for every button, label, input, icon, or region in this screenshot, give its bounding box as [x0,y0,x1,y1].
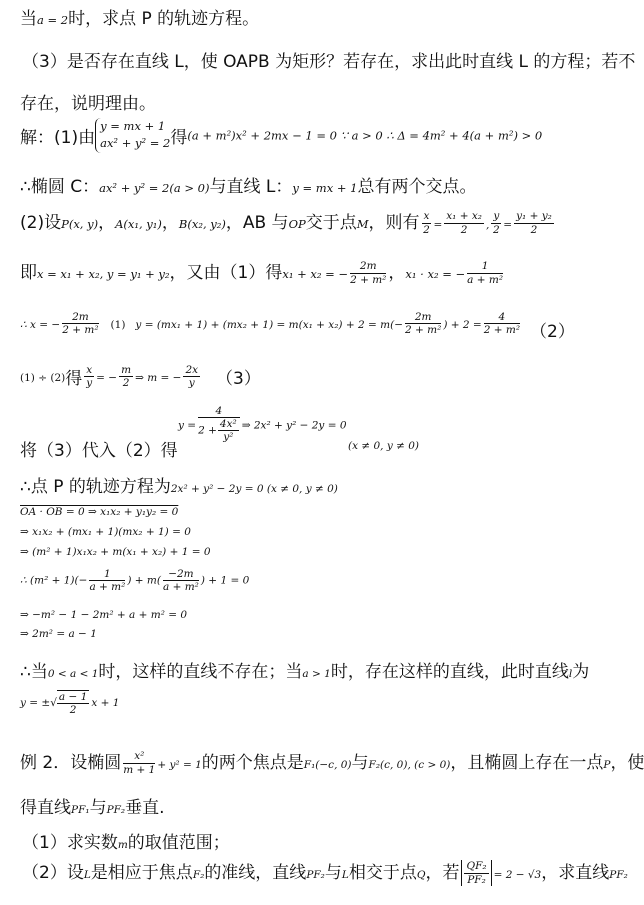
fraction: $\frac{1}{\text{a + m²}}$ [467,260,504,286]
fraction: $\frac{2m}{\text{2 + m²}}$ [405,311,442,337]
step-line-1: ⇒ x₁x₂ + (mx₁ + 1)(mx₂ + 1) = 0 [20,526,191,538]
step-line-4: ⇒ −m² − 1 − 2m² + a + m² = 0 [20,609,188,621]
sqrt-fraction: $\frac{a - 1}{2}$ [58,691,88,717]
x-y-expressions: ∴ x = − $\frac{2m}{\text{2 + m²}}$ (1) y = (mx₁ + 1) + (mx₂ + 1) = m(x₁ + x₂) + 2 = m(− $\frac{2m}{\text{2 + m²}}$ ) + 2 = $\frac{4}{\text{2 + m²}}$ （2） [20,311,575,342]
line-equation-result: y = ±√ $\frac{a - 1}{2}$ x + 1 [20,691,120,717]
fraction: $\frac{1}{\text{a + m²}}$ [89,568,126,594]
abs-fraction: $\frac{\text{QF₂}}{\text{PF₂}}$ [461,860,491,885]
fraction: $\frac{2m}{\text{2 + m²}}$ [62,311,99,337]
fraction: $\frac{4}{\text{2 + m²}}$ [483,311,521,337]
example-2-heading: 例 2．设椭圆 $\frac{\text{x²}}{m + 1}$ + y² = 1的两个焦点是F₁(−c, 0)与F₂(c, 0), (c > 0)，且椭圆上存在一点P，使 [20,750,644,776]
fraction: $\frac{\text{y₁ + y₂}}{2}$ [516,210,552,236]
example-2-question-2: （2）设L是相应于焦点F₂的准线，直线PF₂与L相交于点Q，若 $\frac{\text{QF₂}}{\text{PF₂}}$ = 2 − √3，求直线PF₂ [22,860,628,886]
fraction: 4 2 + $\frac{\text{4x²}}{\text{y²}}$ [198,405,240,443]
solution-1-line: 解：(1)由 y = mx + 1 ax² + y² = 2 得(a + m²)x² + 2mx − 1 = 0 ∵ a > 0 ∴ Δ = 4m² + 4(a + m²) > 0 [20,118,542,153]
line-1: 当a = 2时，求点 P 的轨迹方程。 [20,9,260,29]
fraction: $\frac{\text{x²}}{m + 1}$ [123,750,156,776]
question-3-cont: 存在，说明理由。 [20,94,156,114]
equation-number-2: （2） [530,322,575,342]
fraction: $\frac{\text{4x²}}{\text{y²}}$ [219,418,237,444]
equation-system: y = mx + 1 ax² + y² = 2 [95,118,170,153]
substitute-line: 将（3）代入（2）得 (x ≠ 0, y ≠ 0) [20,440,420,461]
ellipse-conclusion: ∴椭圆 C：ax² + y² = 2(a > 0)与直线 L：y = mx + 1总有两个交点。 [20,177,477,197]
fraction: $\frac{m}{2}$ [121,364,132,390]
fraction: $\frac{2m}{\text{2 + m²}}$ [350,260,387,286]
step-line-5: ⇒ 2m² = a − 1 [20,628,97,640]
example-2-cont: 得直线PF₁与PF₂垂直. [20,798,165,818]
equation-number-3: （3） [216,369,261,390]
locus-equation: ∴点 P 的轨迹方程为2x² + y² − 2y = 0 (x ≠ 0, y ≠ 0) [20,477,338,497]
question-3: （3）是否存在直线 L，使 OAPB 为矩形？若存在，求出此时直线 L 的方程；若不 [22,52,636,72]
substitution-equation: y = 4 2 + $\frac{\text{4x²}}{\text{y²}}$ ⇒ 2x² + y² − 2y = 0 [178,405,347,444]
fraction: $\frac{-2m}{\text{a + m²}}$ [162,568,199,594]
fraction: $\frac{x}{2}$ [423,210,430,236]
fraction: $\frac{\text{x₁ + x₂}}{2}$ [446,210,482,236]
step-line-2: ⇒ (m² + 1)x₁x₂ + m(x₁ + x₂) + 1 = 0 [20,546,211,558]
step-line-3: ∴ (m² + 1)(− $\frac{1}{\text{a + m²}}$ ) + m( $\frac{-2m}{\text{a + m²}}$ ) + 1 = 0 [20,568,250,594]
dot-product-line: OA · OB = 0 ⇒ x₁x₂ + y₁y₂ = 0 [20,506,179,518]
example-2-question-1: （1）求实数m的取值范围； [22,833,230,853]
existence-conclusion: ∴当0 < a < 1时，这样的直线不存在；当a > 1时，存在这样的直线，此时直线l为 [20,662,590,682]
math-a-eq-2: a = 2 [37,13,69,27]
division-line: (1) ÷ (2)得 $\frac{x}{y}$ = − $\frac{m}{2}$ ⇒ m = − $\frac{2x}{y}$ （3） [20,364,261,390]
fraction: $\frac{y}{2}$ [492,210,500,236]
fraction: $\frac{x}{y}$ [86,364,93,390]
fraction: $\frac{2x}{y}$ [185,364,199,390]
solution-2-line: (2)设P(x, y)，A(x₁, y₁)，B(x₂, y₂)，AB 与OP交于点M，则有 $\frac{x}{2}$ = $\frac{\text{x₁ + x₂}}{2}$ , $\frac{y}{2}$ = $\frac{\text{y₁ + y₂}}{2}$ [20,210,552,236]
vieta-line: 即x = x₁ + x₂, y = y₁ + y₂，又由（1）得x₁ + x₂ = − $\frac{2m}{\text{2 + m²}}$ ，x₁ · x₂ = − $\frac{1}{\text{a + m²}}$ [20,260,504,286]
